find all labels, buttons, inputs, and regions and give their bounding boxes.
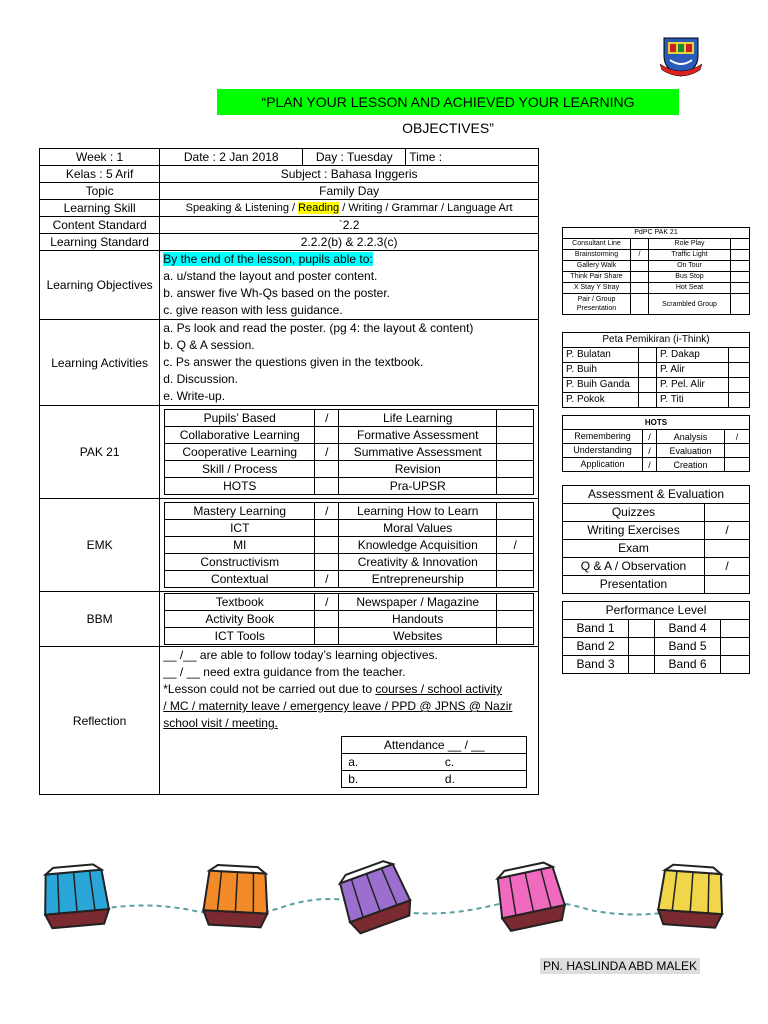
emk-mark <box>497 554 534 571</box>
kelas-cell: Kelas : 5 Arif <box>40 166 160 183</box>
objectives-label: Learning Objectives <box>40 251 160 320</box>
objectives-intro: By the end of the lesson, pupils able to: <box>163 252 373 266</box>
peta-mark <box>729 363 750 378</box>
pak21-item: Summative Assessment <box>339 444 497 461</box>
emk-item: ICT <box>165 520 315 537</box>
table-row <box>165 537 534 554</box>
pencil-icon <box>493 860 568 932</box>
pdpc-mark <box>731 239 750 250</box>
table-row <box>563 393 750 408</box>
table-row <box>563 294 750 315</box>
skill-pre: Speaking & Listening / <box>185 202 299 214</box>
peta-item: P. Dakap <box>657 348 729 363</box>
peta-pemikiran-table <box>562 332 750 408</box>
bbm-grid <box>164 593 534 645</box>
pdpc-mark <box>631 239 649 250</box>
pdpc-mark <box>731 261 750 272</box>
pak21-mark <box>315 461 339 478</box>
objectives-cell <box>160 251 539 320</box>
band-mark <box>721 656 750 674</box>
performance-table <box>562 601 750 674</box>
activity-item: b. Q & A session. <box>163 338 255 352</box>
emk-mark: / <box>315 503 339 520</box>
hots-mark: / <box>643 458 657 472</box>
bbm-mark: / <box>315 594 339 611</box>
hots-item: Evaluation <box>657 444 725 458</box>
pdpc-mark <box>631 294 649 315</box>
pak21-mark <box>497 427 534 444</box>
time-cell: Time : <box>409 150 443 164</box>
week-cell: Week : 1 <box>40 149 160 166</box>
pak21-mark <box>315 427 339 444</box>
pak21-item: Revision <box>339 461 497 478</box>
assessment-item: Q & A / Observation <box>563 558 705 576</box>
emk-item: Knowledge Acquisition <box>339 537 497 554</box>
peta-title: Peta Pemikiran (i-Think) <box>563 333 750 348</box>
pak21-item: Formative Assessment <box>339 427 497 444</box>
table-row <box>165 571 534 588</box>
hots-mark: / <box>725 430 750 444</box>
skill-highlight: Reading <box>298 202 340 214</box>
peta-item: P. Pel. Alir <box>657 378 729 393</box>
pak21-item: Pra-UPSR <box>339 478 497 495</box>
topic-label: Topic <box>40 183 160 200</box>
learning-standard-value: 2.2.2(b) & 2.2.3(c) <box>160 234 539 251</box>
pdpc-item: Hot Seat <box>649 283 731 294</box>
hots-item: Understanding <box>563 444 643 458</box>
table-row <box>165 503 534 520</box>
emk-mark <box>315 537 339 554</box>
date-cell: Date : 2 Jan 2018 <box>160 149 303 165</box>
table-row <box>165 444 534 461</box>
skill-post: / Writing / Grammar / Language Art <box>339 202 513 214</box>
pak21-mark <box>497 461 534 478</box>
assessment-table <box>562 485 750 594</box>
attendance-b: b. <box>342 771 442 788</box>
reflection-reasons: / MC / maternity leave / emergency leave / PPD @ JPNS @ Nazir <box>163 699 513 713</box>
band-mark <box>721 620 750 638</box>
bbm-item: ICT Tools <box>165 628 315 645</box>
attendance-d: d. <box>442 771 527 788</box>
pak21-item: HOTS <box>165 478 315 495</box>
band-label: Band 5 <box>655 638 721 656</box>
learning-standard-label: Learning Standard <box>40 234 160 251</box>
pak21-mark: / <box>315 410 339 427</box>
hots-mark <box>725 444 750 458</box>
pak21-item: Life Learning <box>339 410 497 427</box>
reflection-cell <box>160 647 539 795</box>
table-row <box>563 576 750 594</box>
skill-label: Learning Skill <box>40 200 160 217</box>
content-standard-label: Content Standard <box>40 217 160 234</box>
bbm-mark <box>497 611 534 628</box>
table-row <box>165 628 534 645</box>
table-row <box>165 461 534 478</box>
pak21-item: Pupils’ Based <box>165 410 315 427</box>
assessment-item: Exam <box>563 540 705 558</box>
emk-item: Moral Values <box>339 520 497 537</box>
table-row <box>563 250 750 261</box>
emk-item: Mastery Learning <box>165 503 315 520</box>
topic-value: Family Day <box>160 183 539 200</box>
band-label: Band 2 <box>563 638 629 656</box>
table-row <box>563 540 750 558</box>
bbm-mark <box>315 611 339 628</box>
pdpc-item: X Stay Y Stray <box>563 283 631 294</box>
emk-mark <box>497 571 534 588</box>
peta-item: P. Buih <box>563 363 639 378</box>
day-cell: Day : Tuesday <box>303 149 406 165</box>
pak21-item: Skill / Process <box>165 461 315 478</box>
hots-mark <box>725 458 750 472</box>
bbm-item: Handouts <box>339 611 497 628</box>
assessment-item: Presentation <box>563 576 705 594</box>
pdpc-item: Bus Stop <box>649 272 731 283</box>
emk-item: MI <box>165 537 315 554</box>
emk-mark <box>315 554 339 571</box>
pdpc-mark <box>731 250 750 261</box>
pencil-icon <box>657 864 725 928</box>
table-row <box>563 283 750 294</box>
objective-item: a. u/stand the layout and poster content. <box>163 269 378 283</box>
pak21-item: Collaborative Learning <box>165 427 315 444</box>
pdpc-item: Pair / Group Presentation <box>563 294 631 315</box>
emk-mark <box>497 520 534 537</box>
band-label: Band 6 <box>655 656 721 674</box>
table-row <box>563 261 750 272</box>
lesson-plan-table <box>39 148 539 795</box>
band-mark <box>721 638 750 656</box>
table-row <box>563 656 750 674</box>
pdpc-mark <box>631 272 649 283</box>
activity-item: e. Write-up. <box>163 389 226 403</box>
reflection-reasons: courses / school activity <box>375 682 503 696</box>
reflection-reasons: school visit / meeting. <box>163 716 278 730</box>
table-row <box>563 378 750 393</box>
pdpc-item: Traffic Light <box>649 250 731 261</box>
assessment-mark <box>705 540 750 558</box>
pdpc-mark <box>731 283 750 294</box>
table-row <box>165 427 534 444</box>
bbm-item: Activity Book <box>165 611 315 628</box>
pdpc-table <box>562 227 750 315</box>
objective-item: b. answer five Wh-Qs based on the poster. <box>163 286 391 300</box>
assessment-mark: / <box>705 558 750 576</box>
bbm-label: BBM <box>40 592 160 647</box>
table-row <box>165 611 534 628</box>
reflection-label: Reflection <box>40 647 160 795</box>
assessment-mark: / <box>705 522 750 540</box>
activities-cell <box>160 320 539 406</box>
emk-mark: / <box>497 537 534 554</box>
content-standard-value: `2.2 <box>160 217 539 234</box>
hots-mark: / <box>643 430 657 444</box>
activity-item: d. Discussion. <box>163 372 238 386</box>
bbm-mark <box>497 594 534 611</box>
emk-label: EMK <box>40 499 160 592</box>
pdpc-item: Gallery Walk <box>563 261 631 272</box>
pak21-grid <box>164 409 534 495</box>
pencil-decoration <box>30 860 740 940</box>
peta-item: P. Pokok <box>563 393 639 408</box>
table-row <box>563 430 750 444</box>
table-row <box>165 520 534 537</box>
hots-table <box>562 415 750 472</box>
emk-mark <box>315 520 339 537</box>
pak21-mark <box>497 410 534 427</box>
peta-item: P. Bulatan <box>563 348 639 363</box>
table-row <box>165 478 534 495</box>
table-row <box>563 522 750 540</box>
bbm-mark <box>497 628 534 645</box>
pdpc-item: Brainstorming <box>563 250 631 261</box>
author-credit: PN. HASLINDA ABD MALEK <box>540 958 700 974</box>
table-row <box>563 458 750 472</box>
hots-mark: / <box>643 444 657 458</box>
pdpc-mark <box>631 283 649 294</box>
peta-mark <box>639 348 657 363</box>
pencil-icon <box>41 863 110 928</box>
table-row <box>165 594 534 611</box>
table-row <box>563 363 750 378</box>
pdpc-item: On Tour <box>649 261 731 272</box>
peta-mark <box>729 348 750 363</box>
pencil-icon <box>334 860 415 935</box>
band-mark <box>629 656 655 674</box>
attendance-title: Attendance __ / __ <box>342 737 527 754</box>
assessment-mark <box>705 504 750 522</box>
activity-item: a. Ps look and read the poster. (pg 4: the layout & content) <box>163 321 474 335</box>
emk-item: Learning How to Learn <box>339 503 497 520</box>
activity-item: c. Ps answer the questions given in the textbook. <box>163 355 424 369</box>
table-row <box>165 410 534 427</box>
pak21-mark <box>497 444 534 461</box>
table-row <box>563 620 750 638</box>
reflection-line: __ /__ are able to follow today’s learning objectives. <box>163 648 438 662</box>
emk-item: Entrepreneurship <box>339 571 497 588</box>
hots-title: HOTS <box>563 416 750 430</box>
peta-mark <box>729 393 750 408</box>
table-row <box>563 348 750 363</box>
peta-item: P. Buih Ganda <box>563 378 639 393</box>
assessment-title: Assessment & Evaluation <box>563 486 750 504</box>
pdpc-title: PdPC PAK 21 <box>563 228 750 239</box>
bbm-item: Websites <box>339 628 497 645</box>
hots-item: Remembering <box>563 430 643 444</box>
table-row <box>563 444 750 458</box>
page-title-banner: “PLAN YOUR LESSON AND ACHIEVED YOUR LEARNING OBJECTIVES” <box>217 89 679 115</box>
peta-mark <box>639 363 657 378</box>
pak21-mark <box>497 478 534 495</box>
attendance-a: a. <box>342 754 442 771</box>
emk-mark <box>497 503 534 520</box>
bbm-item: Textbook <box>165 594 315 611</box>
band-mark <box>629 620 655 638</box>
band-label: Band 3 <box>563 656 629 674</box>
activities-label: Learning Activities <box>40 320 160 406</box>
hots-item: Creation <box>657 458 725 472</box>
peta-mark <box>639 393 657 408</box>
table-row <box>563 239 750 250</box>
pak21-label: PAK 21 <box>40 406 160 499</box>
emk-mark: / <box>315 571 339 588</box>
pdpc-item: Role Play <box>649 239 731 250</box>
objective-item: c. give reason with less guidance. <box>163 303 343 317</box>
pdpc-mark <box>731 272 750 283</box>
pak21-mark: / <box>315 444 339 461</box>
pdpc-mark: / <box>631 250 649 261</box>
emk-grid <box>164 502 534 588</box>
subject-cell: Subject : Bahasa Inggeris <box>160 166 539 183</box>
emk-item: Contextual <box>165 571 315 588</box>
table-row <box>165 554 534 571</box>
skill-value <box>160 200 539 217</box>
reflection-line: *Lesson could not be carried out due to <box>163 682 376 696</box>
attendance-c: c. <box>442 754 527 771</box>
band-mark <box>629 638 655 656</box>
assessment-mark <box>705 576 750 594</box>
assessment-item: Writing Exercises <box>563 522 705 540</box>
pdpc-item: Consultant Line <box>563 239 631 250</box>
band-label: Band 4 <box>655 620 721 638</box>
table-row <box>563 558 750 576</box>
peta-item: P. Alir <box>657 363 729 378</box>
table-row <box>563 272 750 283</box>
emk-item: Constructivism <box>165 554 315 571</box>
pdpc-item: Think Pair Share <box>563 272 631 283</box>
pencil-icon <box>203 864 270 927</box>
band-label: Band 1 <box>563 620 629 638</box>
hots-item: Analysis <box>657 430 725 444</box>
pdpc-item: Scrambled Group <box>649 294 731 315</box>
school-crest-icon <box>656 28 706 78</box>
table-row <box>563 638 750 656</box>
peta-mark <box>729 378 750 393</box>
pak21-item: Cooperative Learning <box>165 444 315 461</box>
peta-mark <box>639 378 657 393</box>
assessment-item: Quizzes <box>563 504 705 522</box>
emk-item: Creativity & Innovation <box>339 554 497 571</box>
performance-title: Performance Level <box>563 602 750 620</box>
pdpc-mark <box>731 294 750 315</box>
table-row <box>563 504 750 522</box>
reflection-line: __ / __ need extra guidance from the teacher. <box>163 665 406 679</box>
bbm-item: Newspaper / Magazine <box>339 594 497 611</box>
bbm-mark <box>315 628 339 645</box>
hots-item: Application <box>563 458 643 472</box>
peta-item: P. Titi <box>657 393 729 408</box>
attendance-table <box>341 736 527 788</box>
pdpc-mark <box>631 261 649 272</box>
pak21-mark <box>315 478 339 495</box>
